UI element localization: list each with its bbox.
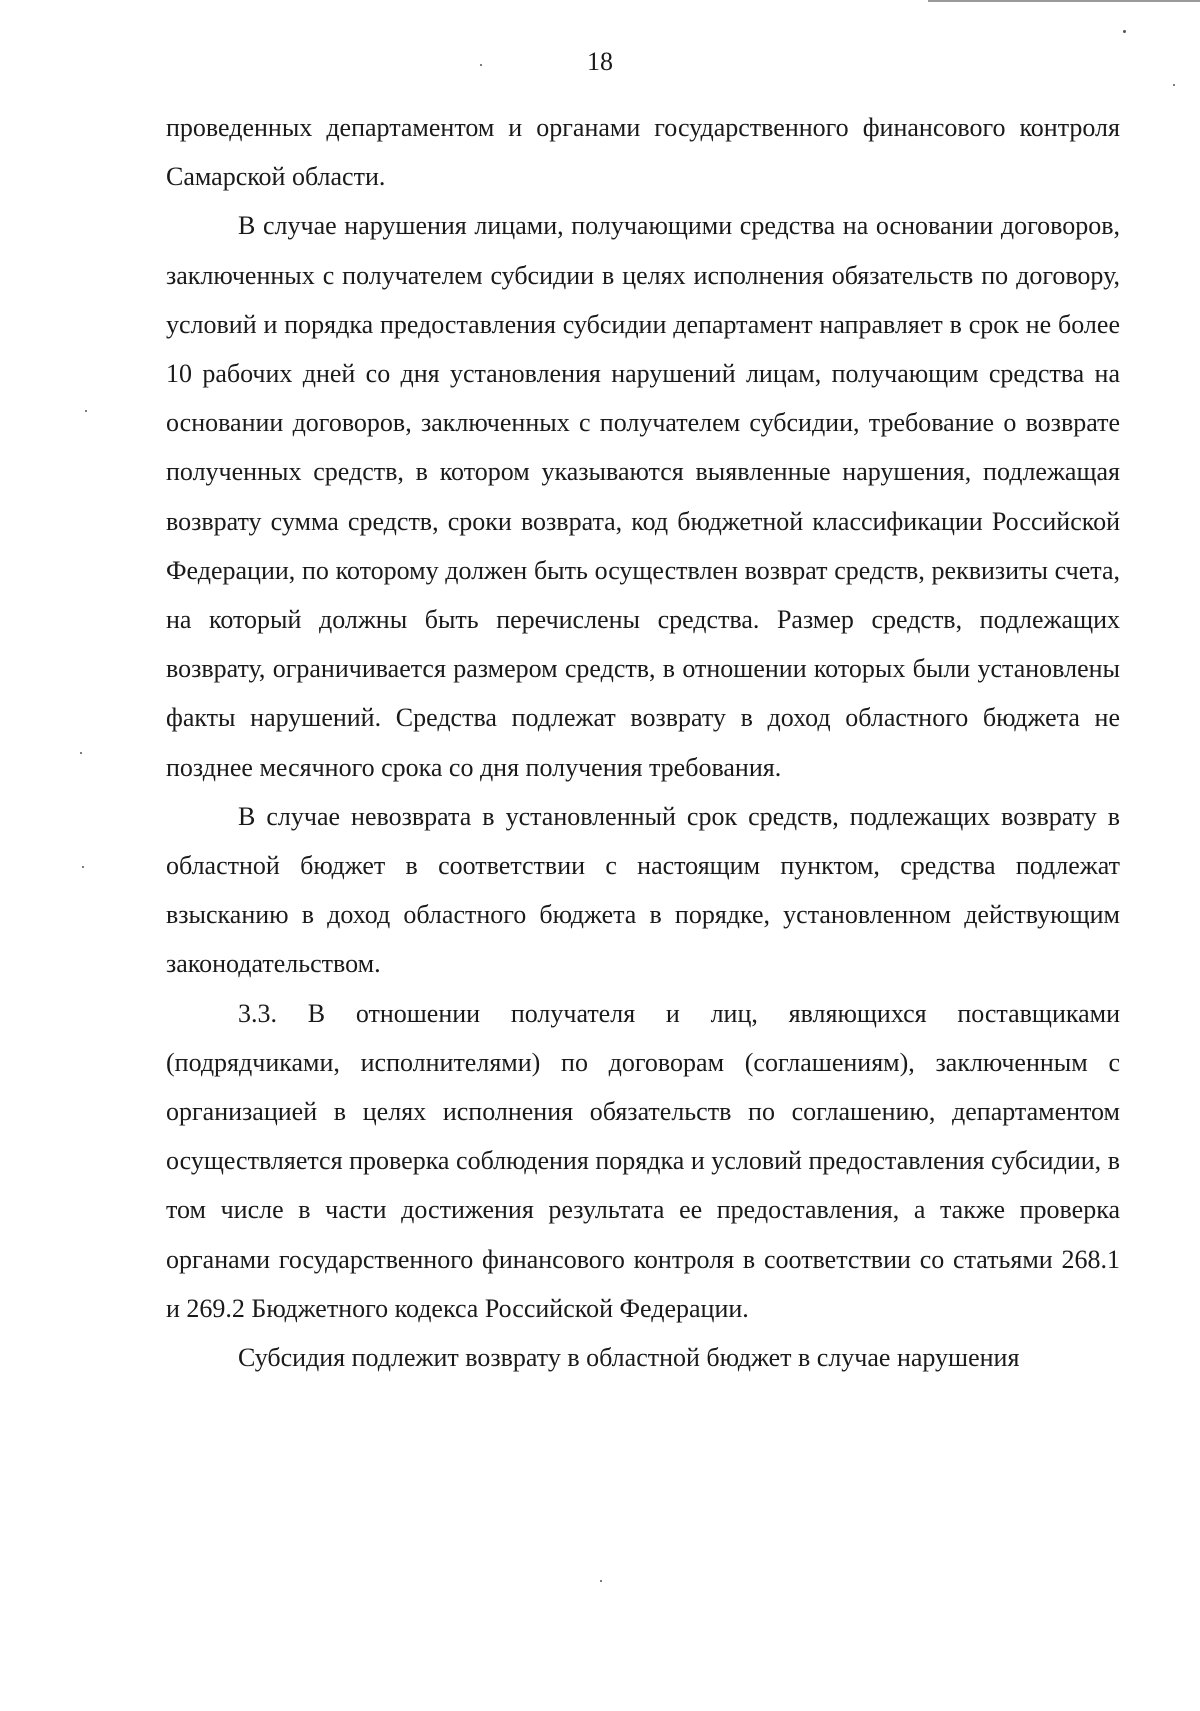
top-edge-rule — [928, 0, 1200, 2]
scan-speck — [1173, 84, 1175, 86]
body-text — [166, 103, 1120, 1382]
page-number: 18 — [587, 47, 613, 76]
scan-speck — [600, 1580, 602, 1582]
scan-speck — [1123, 30, 1126, 33]
paragraph-continuation: проведенных департаментом и органами государственного финансового контроля Самарской области. — [166, 113, 1120, 192]
scan-speck — [82, 866, 84, 868]
scan-speck — [80, 752, 82, 754]
scan-speck — [85, 410, 87, 412]
paragraph-violation-by-recipients: В случае нарушения лицами, получающими средства на основании договоров, заключенных с получателем субсидии в целях исполнения обязательств по договору, условий и порядка предоставления субсидии департамент направляет в срок не более 10 рабочих дней со дня установления нарушений лицам, получающим средства на основании договоров, заключенных с получателем субсидии, требование о возврате полученных средств, в котором указываются выявленные нарушения, подлежащая возврату сумма средств, сроки возврата, код бюджетной классификации Российской Федерации, по которому должен быть осуществлен возврат средств, реквизиты счета, на который должны быть перечислены средства. Размер средств, подлежащих возврату, ограничивается размером средств, в отношении которых были установлены факты нарушений. Средства подлежат возврату в доход областного бюджета не позднее месячного срока со дня получения требования. — [166, 211, 1120, 782]
paragraph-section-3-3: 3.3. В отношении получателя и лиц, являющихся поставщиками (подрядчиками, исполнителями) по договорам (соглашениям), заключенным с организацией в целях исполнения обязательств по соглашению, департаментом осуществляется проверка соблюдения порядка и условий предоставления субсидии, в том числе в части достижения результата ее предоставления, а также проверка органами государственного финансового контроля в соответствии со статьями 268.1 и 269.2 Бюджетного кодекса Российской Федерации. — [166, 998, 1120, 1323]
paragraph-non-return: В случае невозврата в установленный срок средств, подлежащих возврату в областной бюджет в соответствии с настоящим пунктом, средства подлежат взысканию в доход областного бюджета в порядке, установленном действующим законодательством. — [166, 801, 1120, 979]
paragraph-subsidy-return: Субсидия подлежит возврату в областной бюджет в случае нарушения — [238, 1343, 1020, 1373]
scan-speck — [480, 64, 482, 66]
